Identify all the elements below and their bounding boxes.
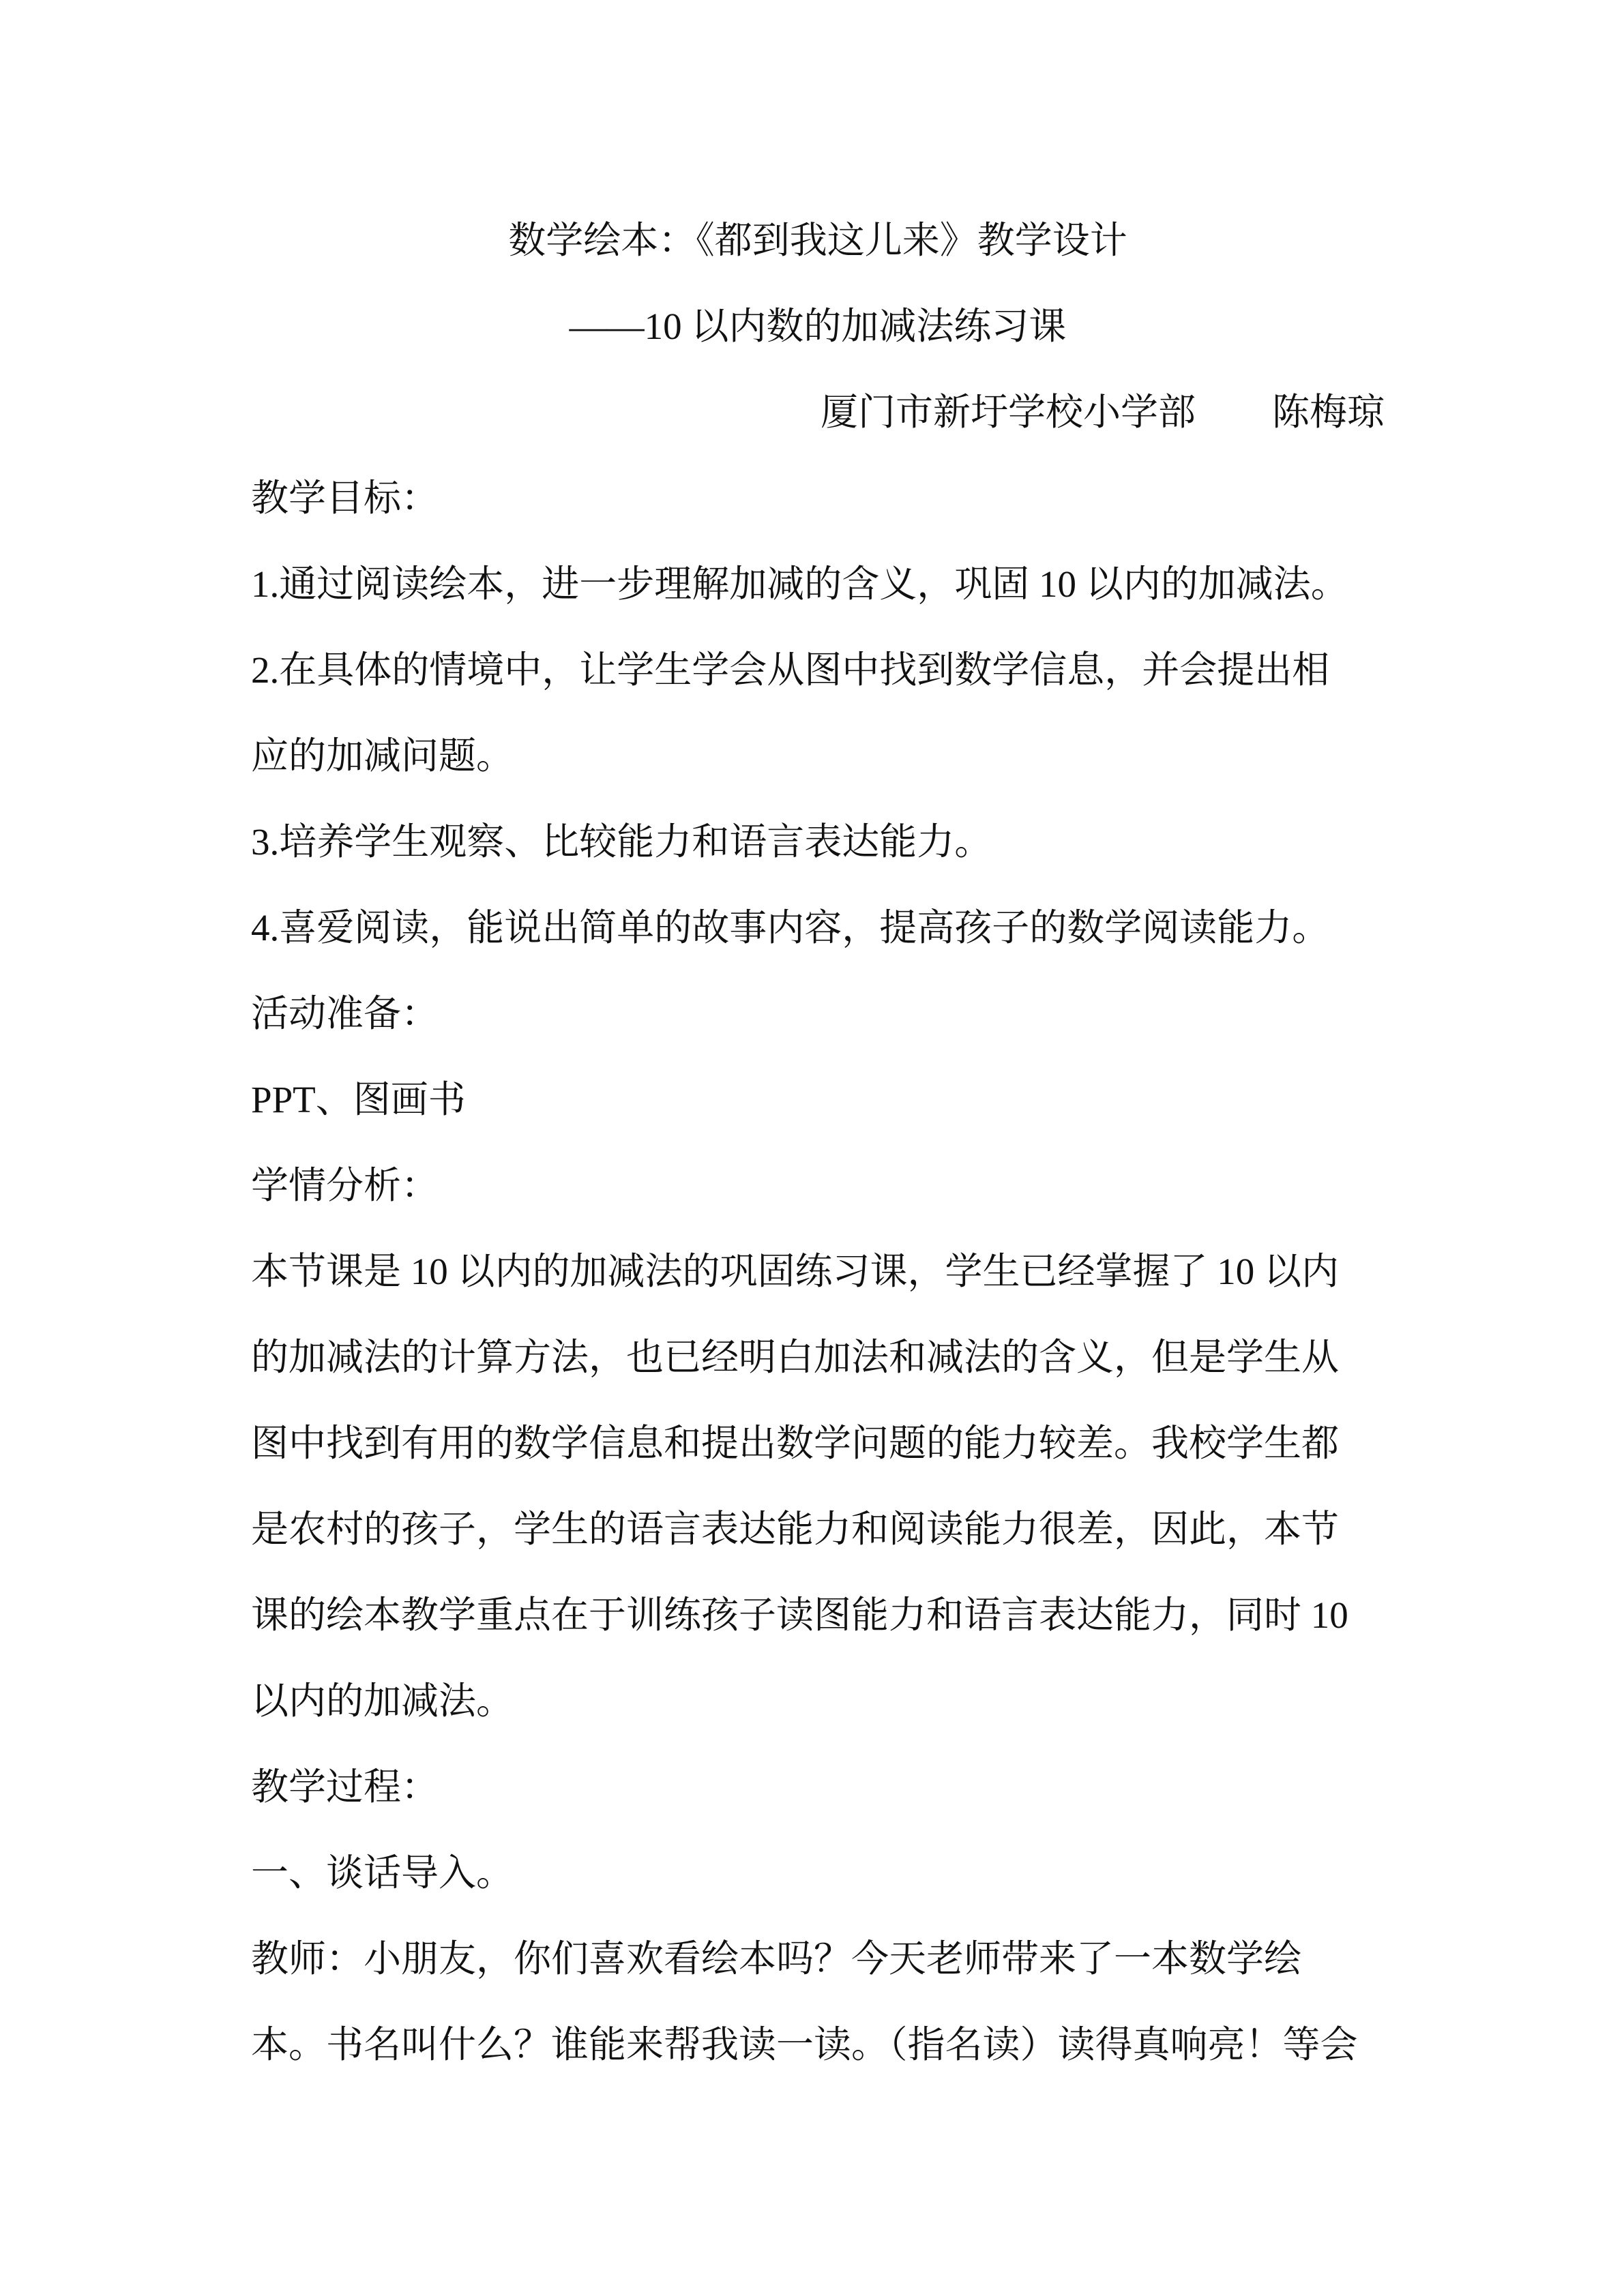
goal-line: 2.在具体的情境中，让学生学会从图中找到数学信息，并会提出相 — [251, 649, 1330, 691]
analysis-line: 是农村的孩子，学生的语言表达能力和阅读能力很差，因此，本节 — [251, 1508, 1340, 1550]
analysis-line: 图中找到有用的数学信息和提出数学问题的能力较差。我校学生都 — [251, 1422, 1340, 1464]
section-heading-process: 教学过程： — [251, 1766, 439, 1808]
section-heading-analysis: 学情分析： — [251, 1165, 439, 1206]
author-school: 厦门市新圩学校小学部 — [820, 391, 1196, 433]
analysis-line: 课的绘本教学重点在于训练孩子读图能力和语言表达能力，同时 10 — [251, 1594, 1348, 1636]
goal-line: 3.培养学生观察、比较能力和语言表达能力。 — [251, 821, 992, 863]
goal-line: 1.通过阅读绘本，进一步理解加减的含义，巩固 10 以内的加减法。 — [251, 563, 1348, 605]
analysis-line: 的加减法的计算方法，也已经明白加法和减法的含义，但是学生从 — [251, 1337, 1340, 1378]
goal-line: 4.喜爱阅读，能说出简单的故事内容，提高孩子的数学阅读能力。 — [251, 907, 1330, 949]
preparation-line: PPT、图画书 — [251, 1079, 466, 1120]
document-subtitle: ——10 以内数的加减法练习课 — [569, 305, 1067, 347]
author-line — [251, 370, 1385, 456]
step-heading-intro: 一、谈话导入。 — [251, 1852, 514, 1894]
step-line: 本。书名叫什么？谁能来帮我读一读。（指名读）读得真响亮！等会 — [251, 2024, 1358, 2066]
document-body — [251, 198, 1385, 2088]
section-heading-goals: 教学目标： — [251, 477, 439, 519]
analysis-line: 本节课是 10 以内的加减法的巩固练习课，学生已经掌握了 10 以内 — [251, 1251, 1340, 1292]
analysis-line: 以内的加减法。 — [251, 1680, 514, 1722]
document-title: 数学绘本：《都到我这儿来》教学设计 — [508, 220, 1127, 261]
section-heading-preparation: 活动准备： — [251, 993, 439, 1034]
goal-line: 应的加减问题。 — [251, 735, 514, 777]
author-name: 陈梅琼 — [1271, 391, 1385, 433]
step-line: 教师：小朋友，你们喜欢看绘本吗？今天老师带来了一本数学绘 — [251, 1938, 1302, 1980]
